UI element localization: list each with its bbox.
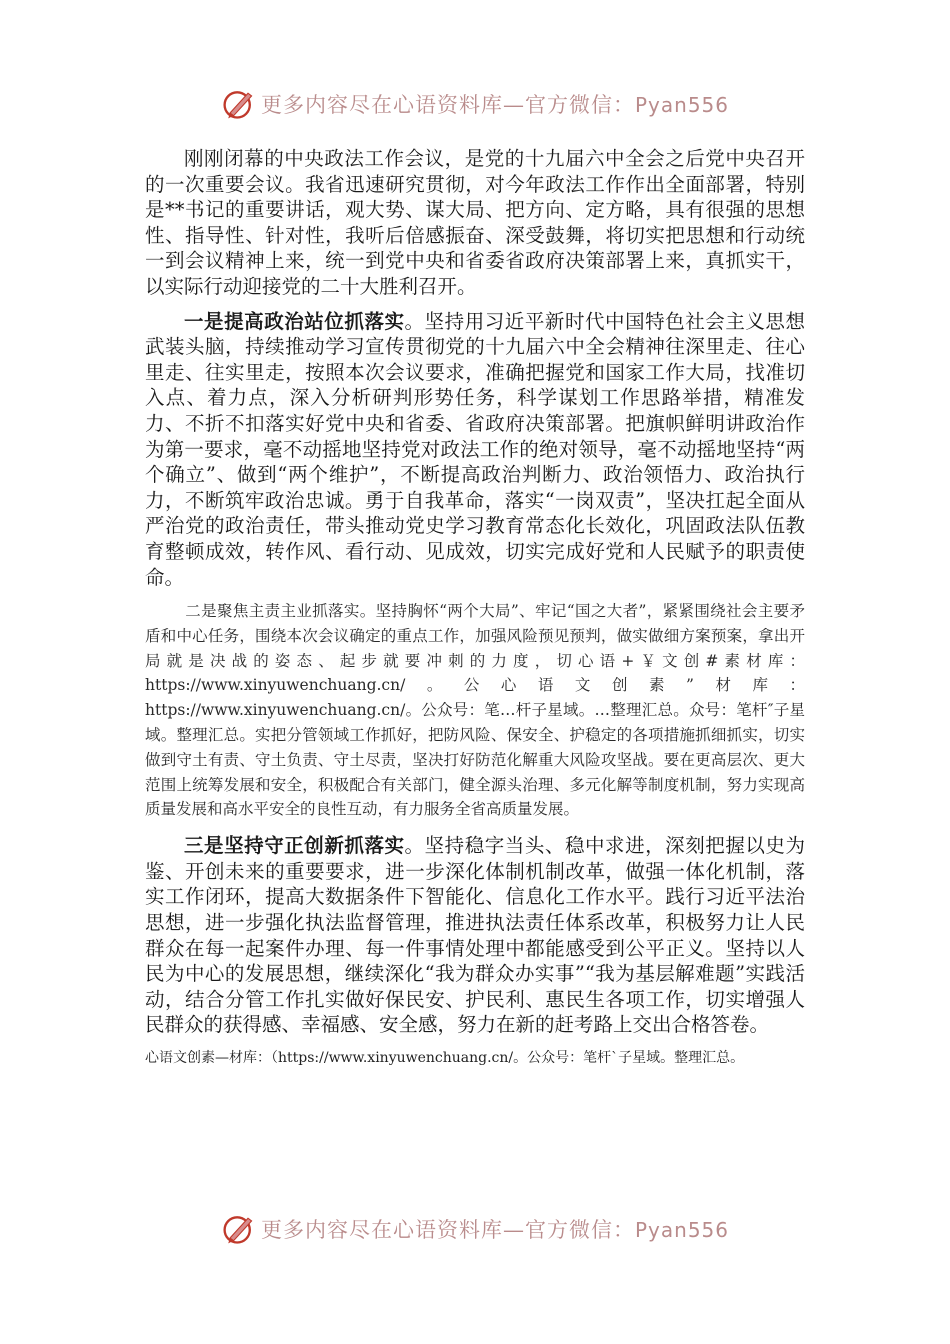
section-one-paragraph [145, 309, 805, 591]
pen-logo-icon [221, 1211, 257, 1247]
section-one-body: 。坚持用习近平新时代中国特色社会主义思想武装头脑，持续推动学习宣传贯彻党的十九届六中全会精神往深里走、往心里走、往实里走，按照本次会议要求，准确把握党和国家工作大局，找准切入点、着力点，深入分析研判形势任务，科学谋划工作思路举措，精准发力、不折不扣落实好党中央和省委、省政府决策部署。把旗帜鲜明讲政治作为第一要求，毫不动摇地坚持党对政法工作的绝对领导，毫不动摇地坚持“两个确立”、做到“两个维护”，不断提高政治判断力、政治领悟力、政治执行力，不断筑牢政治忠诚。勇于自我革命，落实“一岗双责”，坚决扛起全面从严治党的政治责任，带头推动党史学习教育常态化长效化，巩固政法队伍教育整顿成效，转作风、看行动、见成效，切实完成好党和人民赋予的职责使命。 [145, 309, 805, 589]
section-three-heading: 三是坚持守正创新抓落实 [184, 834, 405, 858]
section-two-paragraph: 二是聚焦主责主业抓落实。坚持胸怀“两个大局”、牢记“国之大者”，紧紧围绕社会主要矛盾和中心任务，围绕本次会议确定的重点工作，加强风险预见预判，做实做细方案预案，拿出开局就是决战的姿态、起步就要冲刺的力度，切心语+￥文创#素材库：https://www.xinyuwenchuang.cn/。公心语文创素”材库：https://www.xinyuwenchuang.cn/。公众号：笔…杆子星域。…整理汇总。众号：笔杆″子星域。整理汇总。实把分管领域工作抓好，把防风险、保安全、护稳定的各项措施抓细抓实，切实做到守土有责、守土负责、守土尽责，坚决打好防范化解重大风险攻坚战。要在更高层次、更大范围上统筹发展和安全，积极配合有关部门，健全源头治理、多元化解等制度机制，努力实现高质量发展和高水平安全的良性互动，有力服务全省高质量发展。 [145, 602, 805, 819]
wechat-id: Pyan556 [634, 93, 729, 117]
section-three-body: 。坚持稳字当头、稳中求进，深刻把握以史为鉴、开创未来的重要要求，进一步深化体制机制改革，做强一体化机制，落实工作闭环，提高大数据条件下智能化、信息化工作水平。践行习近平法治思想，进一步强化执法监督管理，推进执法责任体系改革，积极努力让人民群众在每一起案件办理、每一件事情处理中都能感受到公平正义。坚持以人民为中心的发展思想，继续深化“我为群众办实事”“我为基层解难题”实践活动，结合分管工作扎实做好保民安、护民利、惠民生各项工作，切实增强人民群众的获得感、幸福感、安全感，努力在新的赶考路上交出合格答卷。 [145, 834, 805, 1037]
header-banner [0, 82, 950, 126]
document-body [145, 146, 805, 1069]
source-note: 心语文创素—材库：（https://www.xinyuwenchuang.cn/。公众号：笔杆`子星域。整理汇总。 [145, 1050, 745, 1067]
intro-paragraph: 刚刚闭幕的中央政法工作会议，是党的十九届六中全会之后党中央召开的一次重要会议。我省迅速研究贯彻，对今年政法工作作出全面部署，特别是**书记的重要讲话，观大势、谋大局、把方向、定方略，具有很强的思想性、指导性、针对性，我听后倍感振奋、深受鼓舞，将切实把思想和行动统一到会议精神上来，统一到党中央和省委省政府决策部署上来，真抓实干，以实际行动迎接党的二十大胜利召开。 [145, 147, 805, 298]
footer-banner [0, 1207, 950, 1251]
wechat-id: Pyan556 [634, 1218, 729, 1242]
banner-text: 更多内容尽在心语资料库—官方微信：Pyan556 [260, 93, 729, 117]
banner-text: 更多内容尽在心语资料库—官方微信：Pyan556 [260, 1218, 729, 1242]
pen-logo-icon [221, 86, 257, 122]
section-one-heading: 一是提高政治站位抓落实 [184, 309, 405, 333]
section-three-paragraph [145, 833, 805, 1038]
